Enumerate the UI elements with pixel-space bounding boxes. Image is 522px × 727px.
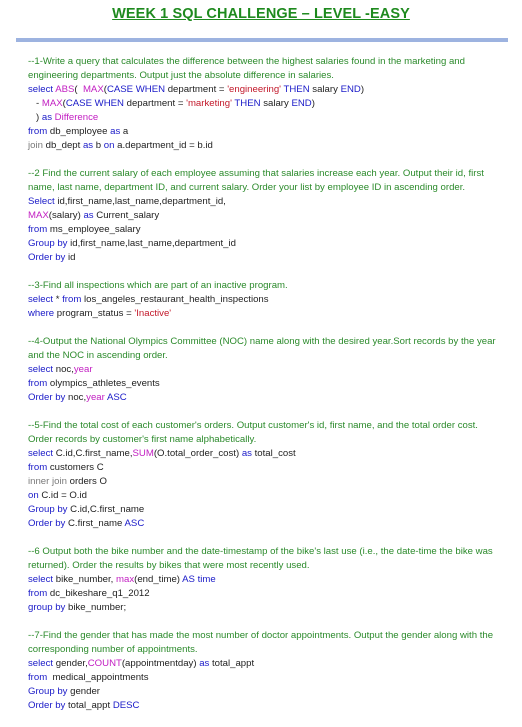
code-line: where program_status = 'Inactive' — [28, 308, 172, 319]
code-line: group by bike_number; — [28, 602, 127, 613]
code-line: Order by C.first_name ASC — [28, 518, 145, 529]
sql-document — [28, 55, 503, 727]
comment: --3-Find all inspections which are part of an inactive program. — [28, 280, 288, 291]
code-line: from ms_employee_salary — [28, 224, 141, 235]
code-line: inner join orders O — [28, 476, 107, 487]
code-line: Group by id,first_name,last_name,department_id — [28, 238, 236, 249]
query-block-5 — [28, 419, 503, 531]
query-block-2 — [28, 167, 503, 265]
comment: --1-Write a query that calculates the difference between the highest salaries found in the marketing and engineering departments. Output just the absolute difference in salaries. — [28, 56, 465, 81]
query-block-1 — [28, 55, 503, 153]
query-block-7 — [28, 629, 503, 713]
query-block-3 — [28, 279, 503, 321]
code-line: MAX(salary) as Current_salary — [28, 210, 160, 221]
code-line: Group by gender — [28, 686, 101, 697]
comment: --7-Find the gender that has made the most number of doctor appointments. Output the gender along with the corresponding number of appointments. — [28, 630, 494, 655]
code-line: Group by C.id,C.first_name — [28, 504, 145, 515]
comment: --6 Output both the bike number and the date-timestamp of the bike's last use (i.e., the date-time the bike was returned). Order the results by bikes that were most recently used. — [28, 546, 493, 571]
query-block-4 — [28, 335, 503, 405]
code-line: Order by noc,year ASC — [28, 392, 127, 403]
code-line: join db_dept as b on a.department_id = b.id — [28, 140, 213, 151]
code-line: select C.id,C.first_name,SUM(O.total_order_cost) as total_cost — [28, 448, 296, 459]
code-line: from dc_bikeshare_q1_2012 — [28, 588, 150, 599]
code-line: - MAX(CASE WHEN department = 'marketing' THEN salary END) — [28, 98, 315, 109]
code-line: select * from los_angeles_restaurant_health_inspections — [28, 294, 269, 305]
code-line: from olympics_athletes_events — [28, 378, 160, 389]
comment: --4-Output the National Olympics Committee (NOC) name along with the desired year.Sort records by the year and the NOC in ascending order. — [28, 336, 496, 361]
code-line: select bike_number, max(end_time) AS time — [28, 574, 216, 585]
comment: --5-Find the total cost of each customer's orders. Output customer's id, first name, and the total order cost. Order records by customer's first name alphabetically. — [28, 420, 478, 445]
code-line: ) as Difference — [28, 112, 99, 123]
code-line: on C.id = O.id — [28, 490, 87, 501]
code-line: select gender,COUNT(appointmentday) as total_appt — [28, 658, 255, 669]
header-divider — [16, 38, 508, 42]
code-line: from medical_appointments — [28, 672, 149, 683]
code-line: Order by id — [28, 252, 76, 263]
code-line: Order by total_appt DESC — [28, 700, 140, 711]
query-block-6 — [28, 545, 503, 615]
code-line: select ABS( MAX(CASE WHEN department = 'engineering' THEN salary END) — [28, 84, 365, 95]
comment: --2 Find the current salary of each employee assuming that salaries increase each year. Output their id, first name, last name, department ID, and current salary. Order your list by employee ID in ascending order. — [28, 168, 484, 193]
code-line: select noc,year — [28, 364, 93, 375]
page-title: WEEK 1 SQL CHALLENGE – LEVEL -EASY — [112, 6, 410, 22]
code-line: from db_employee as a — [28, 126, 129, 137]
code-line: Select id,first_name,last_name,department_id, — [28, 196, 226, 207]
code-line: from customers C — [28, 462, 104, 473]
